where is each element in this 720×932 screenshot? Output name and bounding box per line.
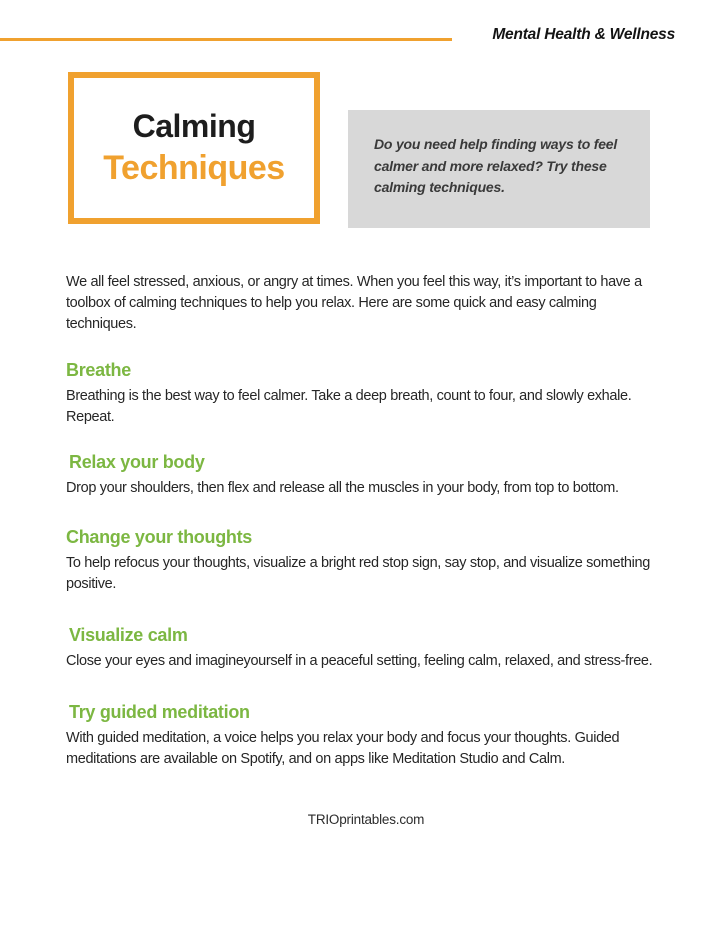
section-heading-relax-your-body: Relax your body [69,452,205,472]
section-heading-try-guided-meditation: Try guided meditation [69,702,250,722]
section-body-relax-your-body: Drop your shoulders, then flex and release all the muscles in your body, from top to bottom. [66,480,619,496]
main-content [66,272,666,827]
intro-paragraph: We all feel stressed, anxious, or angry at times. When you feel this way, it’s important to have a toolbox of calming techniques to help you relax. Here are some quick and easy calming techniques. [66,274,642,332]
section-heading-breathe: Breathe [66,360,131,380]
section-change-your-thoughts [66,527,666,595]
section-breathe [66,360,666,428]
footer-site-text: TRIOprintables.com [307,812,425,827]
title-line-calming: Calming [132,108,256,144]
header-divider-rule [0,38,452,41]
callout-box [348,110,650,228]
section-body-visualize-calm: Close your eyes and imagineyourself in a peaceful setting, feeling calm, relaxed, and stress-free. [66,653,653,669]
section-body-breathe: Breathing is the best way to feel calmer. Take a deep breath, count to four, and slowly exhale. Repeat. [66,388,632,425]
hero-row [68,72,720,228]
section-heading-change-your-thoughts: Change your thoughts [66,527,252,547]
section-heading-visualize-calm: Visualize calm [69,625,188,645]
title-box [68,72,320,224]
section-relax-your-body [66,452,666,499]
page-header [0,0,720,60]
header-category-label: Mental Health & Wellness [492,26,675,43]
section-try-guided-meditation [66,702,666,770]
section-body-change-your-thoughts: To help refocus your thoughts, visualize a bright red stop sign, say stop, and visualize something positive. [66,555,650,592]
title-line-techniques: Techniques [103,149,285,187]
callout-text: Do you need help finding ways to feel calmer and more relaxed? Try these calming techniques. [374,136,618,196]
section-body-try-guided-meditation: With guided meditation, a voice helps you relax your body and focus your thoughts. Guided meditations are available on Spotify, and on apps like Meditation Studio and Calm. [66,730,620,767]
section-visualize-calm [66,625,666,672]
